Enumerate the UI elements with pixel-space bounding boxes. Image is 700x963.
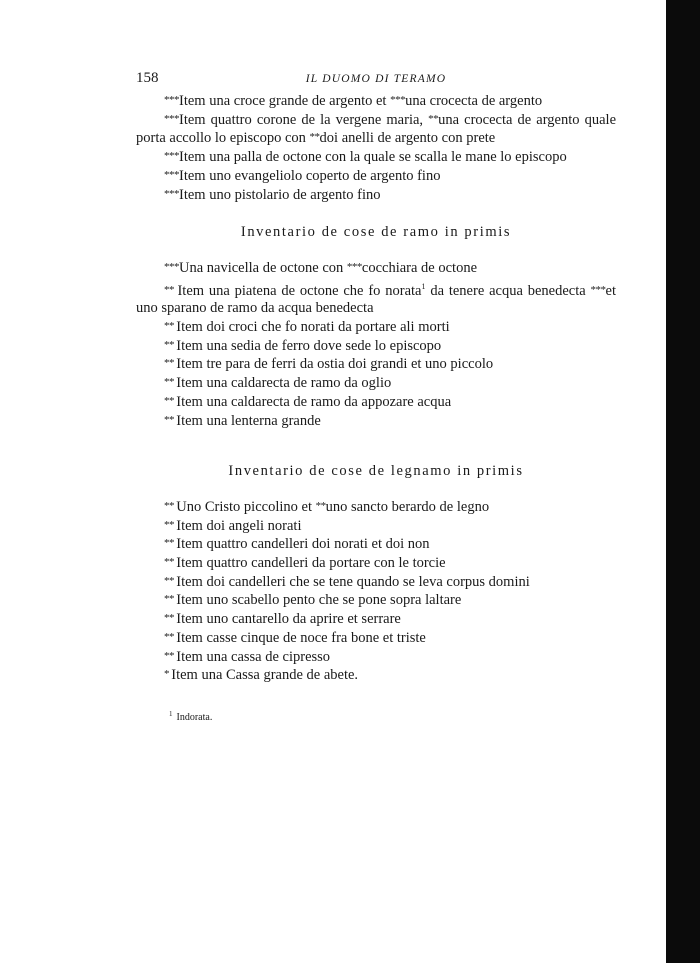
page-header [136,70,616,92]
heading-inventario-ramo: Inventario de cose de ramo in primis [240,224,512,241]
asterisk-mark: ** [164,283,178,296]
item-text: Item quattro corone de la vergene maria, [179,111,429,128]
asterisk-mark: ** [164,574,177,587]
inventory-silver-section [136,92,616,204]
item-text: Item tre para de ferri da ostia doi grandi et uno piccolo [176,356,494,373]
asterisk-mark: *** [590,283,606,296]
page-number: 158 [136,70,159,86]
asterisk-mark: *** [164,260,179,273]
asterisk-mark: ** [164,537,177,550]
item-text: et uno sparano de ramo da acqua benedecta [136,282,617,317]
item-text: Una navicella de octone con [179,259,347,276]
asterisk-mark: ** [164,556,177,569]
inventory-item [136,259,616,278]
asterisk-mark: ** [164,413,177,426]
inventory-item [136,148,616,167]
footnote [136,706,616,727]
asterisk-mark: ** [164,338,177,351]
asterisk-mark: *** [164,168,179,181]
inventory-item [136,337,616,356]
item-text: cocchiara de octone [361,259,478,276]
asterisk-mark: ** [164,612,177,625]
asterisk-mark: *** [390,94,406,106]
scan-dark-edge [666,0,700,963]
inventory-item [136,648,616,667]
item-text: Item quattro candelleri da portare con le torcie [176,555,446,572]
asterisk-mark: ** [164,649,177,662]
inventory-item [136,318,616,337]
item-text: Item una caldarecta de ramo da oglio [176,375,392,392]
running-title: IL DUOMO DI TERAMO [305,73,447,85]
item-text: Item una lenterna grande [176,412,321,429]
item-text: Item una piatena de octone che fo norata [177,282,422,299]
inventory-item [136,186,616,205]
item-text: Item una palla de octone con la quale se scalla le mane lo episcopo [179,149,567,166]
footnote-number: 1 [169,709,173,718]
item-text: uno sancto berardo de legno [325,498,490,515]
inventory-item [136,498,616,517]
item-text: una crocecta de argento [405,93,543,109]
footnote-ref: 1 [421,281,426,291]
inventory-legnamo-section [136,498,616,685]
inventory-item [136,92,616,111]
item-text: Item una cassa de cipresso [176,648,331,665]
item-text: una crocecta de argento quale porta accollo lo episcopo con [136,111,617,147]
inventory-item [136,517,616,536]
asterisk-mark: ** [164,518,177,531]
asterisk-mark: *** [164,187,179,200]
item-text: Item quattro candelleri doi norati et doi non [176,536,430,553]
asterisk-mark: *** [346,260,362,273]
asterisk-mark: ** [315,499,326,512]
item-text: Item una sedia de ferro dove sede lo episcopo [176,337,442,354]
inventory-ramo-section [136,259,616,430]
item-text: Item una croce grande de argento et [179,93,391,109]
heading-inventario-legnamo: Inventario de cose de legnamo in primis [228,463,524,480]
item-text: doi anelli de argento con prete [319,130,496,147]
item-text: da tenere acqua benedecta [425,282,591,299]
item-text: Item una Cassa grande de abete. [171,667,359,684]
item-text: Item uno cantarello da aprire et serrare [176,611,401,628]
item-text: Item una caldarecta de ramo da appozare acqua [176,393,452,410]
inventory-item [136,412,616,431]
inventory-item [136,573,616,592]
asterisk-mark: ** [164,499,177,512]
asterisk-mark: ** [164,394,177,407]
inventory-item [136,355,616,374]
asterisk-mark: ** [164,320,177,333]
item-text: Item doi croci che fo norati da portare ali morti [176,319,450,336]
asterisk-mark: ** [428,112,439,125]
asterisk-mark: *** [164,112,179,125]
inventory-item [136,393,616,412]
inventory-item [136,591,616,610]
inventory-item [136,610,616,629]
asterisk-mark: * [164,668,172,681]
item-text: Item uno scabello pento che se pone sopra laltare [176,592,462,609]
inventory-item [136,374,616,393]
inventory-item [136,666,616,685]
item-text: Item casse cinque de noce fra bone et triste [176,629,426,646]
inventory-item [136,535,616,554]
inventory-item [136,167,616,186]
asterisk-mark: ** [164,630,177,643]
asterisk-mark: ** [164,376,177,389]
asterisk-mark: ** [164,593,177,606]
inventory-item [136,554,616,573]
item-text: Uno Cristo piccolino et [176,498,316,515]
footnote-text: Indorata. [176,711,213,723]
item-text: Item doi candelleri che se tene quando se leva corpus domini [176,573,530,590]
asterisk-mark: ** [309,131,320,144]
item-text: Item uno evangeliolo coperto de argento fino [179,167,441,184]
asterisk-mark: *** [164,94,179,106]
inventory-item [136,111,616,148]
asterisk-mark: ** [164,357,177,370]
item-text: Item uno pistolario de argento fino [179,186,381,203]
asterisk-mark: *** [164,150,179,163]
item-text: Item doi angeli norati [176,517,302,534]
inventory-item [136,278,616,318]
inventory-item [136,629,616,648]
book-page [136,70,616,727]
